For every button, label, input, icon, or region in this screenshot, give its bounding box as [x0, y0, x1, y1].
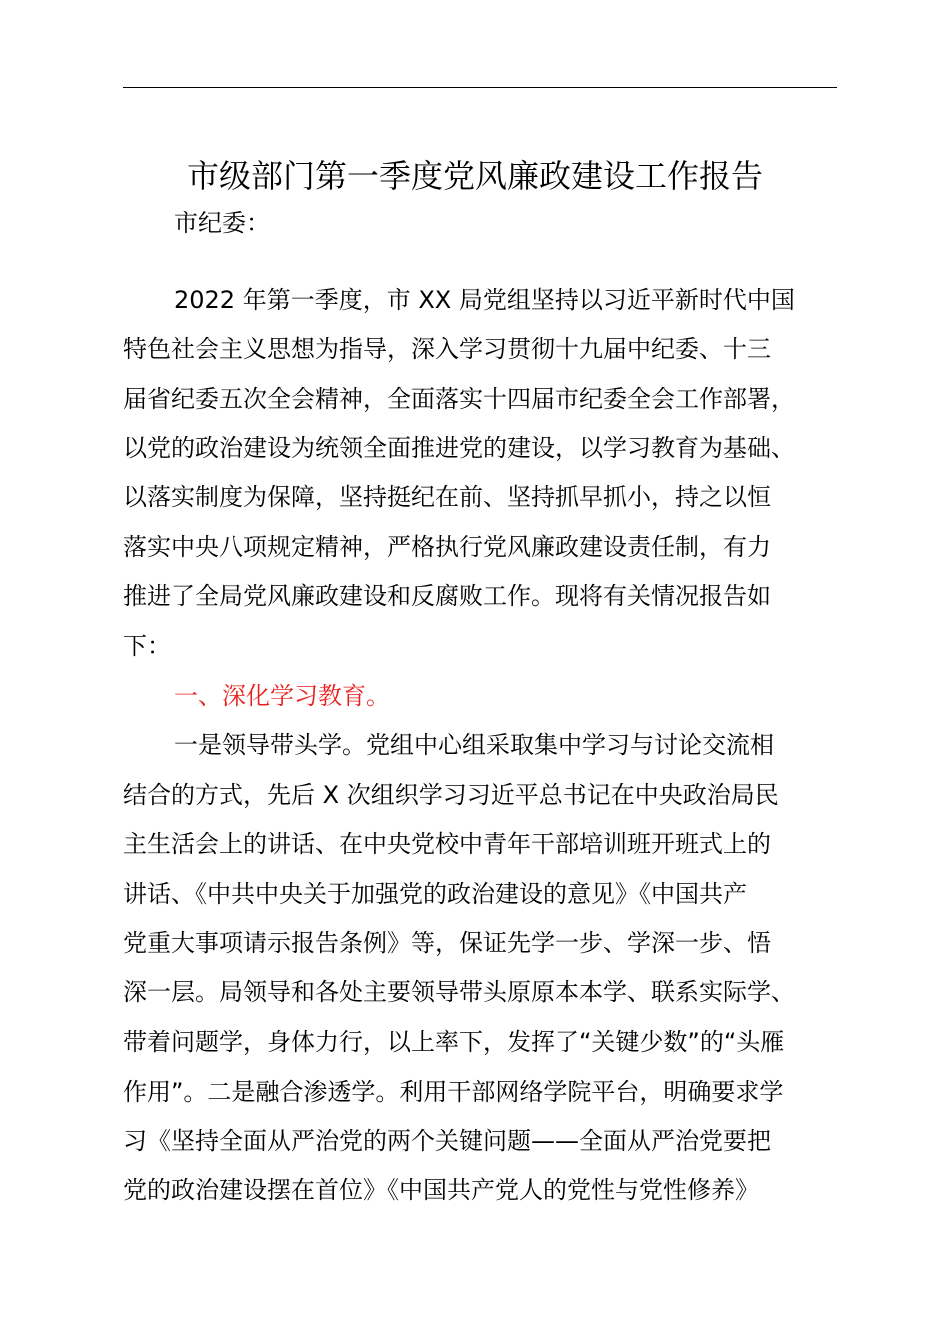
- intro-line: 届省纪委五次全会精神，全面落实十四届市纪委全会工作部署，: [123, 385, 795, 413]
- body-line: 习《坚持全面从严治党的两个关键问题——全面从严治党要把: [123, 1127, 771, 1155]
- body-line: 一是领导带头学。党组中心组采取集中学习与讨论交流相: [174, 731, 774, 759]
- header-rule: [123, 87, 837, 88]
- intro-line: 推进了全局党风廉政建设和反腐败工作。现将有关情况报告如: [123, 582, 771, 610]
- intro-line: 2022 年第一季度，市 XX 局党组坚持以习近平新时代中国: [174, 286, 795, 314]
- body-line: 党重大事项请示报告条例》等，保证先学一步、学深一步、悟: [123, 929, 771, 957]
- intro-line: 落实中央八项规定精神，严格执行党风廉政建设责任制，有力: [123, 533, 771, 561]
- body-line: 深一层。局领导和各处主要领导带头原原本本学、联系实际学、: [123, 978, 795, 1006]
- body-line: 讲话、《中共中央关于加强党的政治建设的意见》《中国共产: [123, 880, 747, 908]
- document-title: 市级部门第一季度党风廉政建设工作报告: [186, 157, 763, 195]
- section-heading: 一、深化学习教育。: [174, 682, 390, 710]
- body-line: 主生活会上的讲话、在中央党校中青年干部培训班开班式上的: [123, 830, 771, 858]
- intro-line: 特色社会主义思想为指导，深入学习贯彻十九届中纪委、十三: [123, 335, 771, 363]
- body-line: 结合的方式，先后 X 次组织学习习近平总书记在中央政治局民: [123, 781, 779, 809]
- body-line: 作用”。二是融合渗透学。利用干部网络学院平台，明确要求学: [123, 1078, 784, 1106]
- intro-line: 下：: [123, 632, 171, 660]
- intro-line: 以落实制度为保障，坚持挺纪在前、坚持抓早抓小，持之以恒: [123, 483, 771, 511]
- salutation: 市纪委：: [174, 209, 270, 237]
- body-line: 党的政治建设摆在首位》《中国共产党人的党性与党性修养》: [123, 1176, 759, 1204]
- intro-line: 以党的政治建设为统领全面推进党的建设，以学习教育为基础、: [123, 434, 795, 462]
- body-line: 带着问题学，身体力行，以上率下，发挥了“关键少数”的“头雁: [123, 1028, 785, 1056]
